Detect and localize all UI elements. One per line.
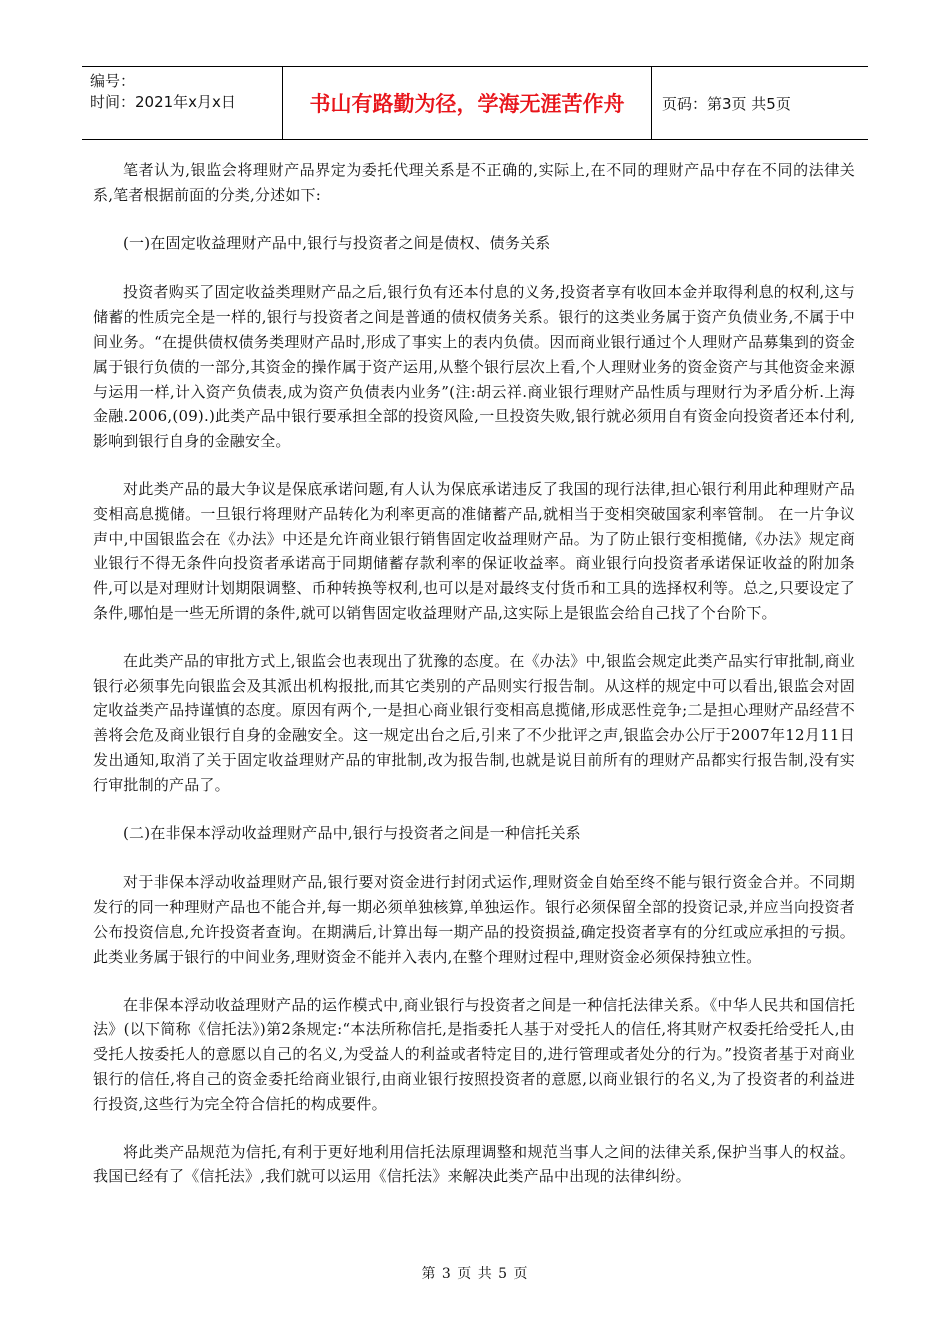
page-footer-number: 第 3 页 共 5 页: [421, 1266, 529, 1282]
document-number-label: 编号：: [90, 72, 136, 90]
document-body: [93, 158, 855, 1212]
section-heading: (二)在非保本浮动收益理财产品中,银行与投资者之间是一种信托关系: [123, 823, 581, 842]
header-page-label: 页码：第3页 共5页: [662, 94, 791, 113]
paragraph: 投资者购买了固定收益类理财产品之后,银行负有还本付息的义务,投资者享有收回本金并取得利息的权利,这与储蓄的性质完全是一样的,银行与投资者之间是普通的债权债务关系。银行的这类业务属于资产负债业务,不属于中间业务。“在提供债权债务类理财产品时,形成了事实上的表内负债。因而商业银行通过个人理财产品募集到的资金属于银行负债的一部分,其资金的操作属于资产运用,从整个银行层次上看,个人理财业务的资金资产与其他资金来源与运用一样,计入资产负债表,成为资产负债表内业务”(注:胡云祥.商业银行理财产品性质与理财行为矛盾分析.上海金融.2006,(09).)此类产品中银行要承担全部的投资风险,一旦投资失败,银行就必须用自有资金向投资者还本付利,影响到银行自身的金融安全。: [93, 283, 855, 451]
header-meta: [82, 67, 282, 139]
paragraph: 笔者认为,银监会将理财产品界定为委托代理关系是不正确的,实际上,在不同的理财产品中存在不同的法律关系,笔者根据前面的分类,分述如下:: [93, 161, 855, 204]
document-time-label: 时间：2021年x月x日: [90, 93, 236, 111]
paragraph: 对此类产品的最大争议是保底承诺问题,有人认为保底承诺违反了我国的现行法律,担心银行利用此种理财产品变相高息揽储。一旦银行将理财产品转化为利率更高的准储蓄产品,就相当于变相突破国家利率管制。 在一片争议声中,中国银监会在《办法》中还是允许商业银行销售固定收益理财产品。为了防止银行变相揽储,《办法》规定商业银行不得无条件向投资者承诺高于同期储蓄存款利率的保证收益率。商业银行向投资者承诺保证收益的附加条件,可以是对理财计划期限调整、币种转换等权利,也可以是对最终支付货币和工具的选择权利等。总之,只要设定了条件,哪怕是一些无所谓的条件,就可以销售固定收益理财产品,这实际上是银监会给自己找了个台阶下。: [93, 479, 855, 622]
paragraph: 在此类产品的审批方式上,银监会也表现出了犹豫的态度。在《办法》中,银监会规定此类产品实行审批制,商业银行必须事先向银监会及其派出机构报批,而其它类别的产品则实行报告制。从这样的规定中可以看出,银监会对固定收益类产品持谨慎的态度。原因有两个,一是担心商业银行变相高息揽储,形成恶性竞争;二是担心理财产品经营不善将会危及商业银行自身的金融安全。这一规定出台之后,引来了不少批评之声,银监会办公厅于2007年12月11日发出通知,取消了关于固定收益理财产品的审批制,改为报告制,也就是说目前所有的理财产品都实行报告制,没有实行审批制的产品了。: [93, 651, 855, 794]
paragraph: 将此类产品规范为信托,有利于更好地利用信托法原理调整和规范当事人之间的法律关系,保护当事人的权益。我国已经有了《信托法》,我们就可以运用《信托法》来解决此类产品中出现的法律纠纷。: [93, 1142, 855, 1186]
paragraph: 在非保本浮动收益理财产品的运作模式中,商业银行与投资者之间是一种信托法律关系。《中华人民共和国信托法》(以下简称《信托法》)第2条规定:“本法所称信托,是指委托人基于对受托人的信任,将其财产权委托给受托人,由受托人按委托人的意愿以自己的名义,为受益人的利益或者特定目的,进行管理或者处分的行为。”投资者基于对商业银行的信任,将自己的资金委托给商业银行,由商业银行按照投资者的意愿,以商业银行的名义,为了投资者的利益进行投资,这些行为完全符合信托的构成要件。: [93, 995, 855, 1113]
paragraph: 对于非保本浮动收益理财产品,银行要对资金进行封闭式运作,理财资金自始至终不能与银行资金合并。不同期发行的同一种理财产品也不能合并,每一期必须单独核算,单独运作。银行必须保留全部的投资记录,并应当向投资者公布投资信息,允许投资者查询。在期满后,计算出每一期产品的投资损益,确定投资者享有的分红或应承担的亏损。此类业务属于银行的中间业务,理财资金不能并入表内,在整个理财过程中,理财资金必须保持独立性。: [93, 873, 855, 966]
header-motto: 书山有路勤为径，学海无涯苦作舟: [282, 67, 652, 139]
page-header: [82, 66, 868, 140]
section-heading: (一)在固定收益理财产品中,银行与投资者之间是债权、债务关系: [123, 233, 551, 252]
